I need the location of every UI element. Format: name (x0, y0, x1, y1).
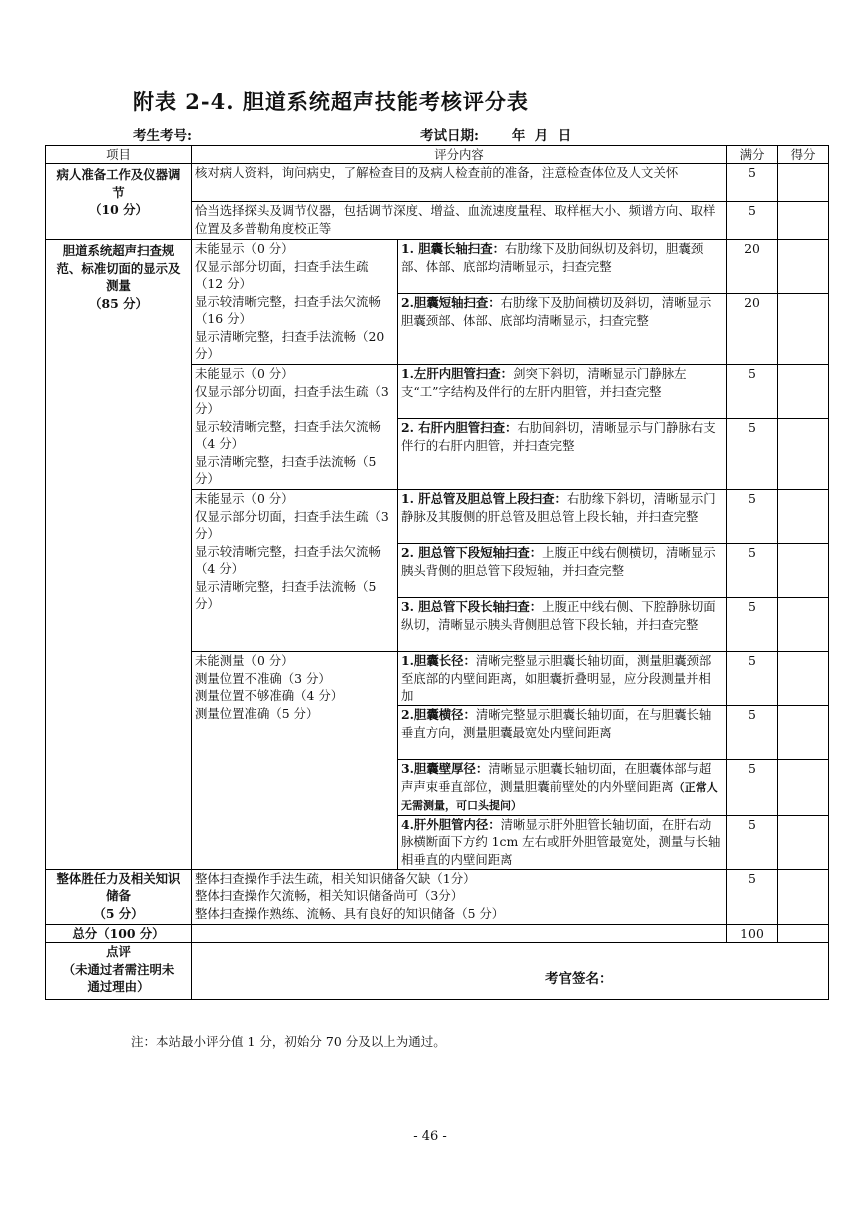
overall-levels (192, 869, 727, 924)
scan-item-desc: 右肋缘下斜切，清晰显示门静脉及其腹侧的肝总管及胆总管上段长轴，并扫查完整 (401, 491, 716, 524)
exam-date-line (420, 124, 571, 144)
scan-item-desc: 上腹正中线右侧、下腔静脉切面纵切，清晰显示胰头背侧胆总管下段长轴，并扫查完整 (401, 599, 716, 632)
level-item: 显示清晰完整，扫查手法流畅（5 分） (195, 453, 377, 486)
max-score: 20 (727, 294, 778, 365)
examiner-signature-label: 考官签名： (545, 971, 613, 987)
scan-item-name: 1. 胆囊长轴扫查： (401, 241, 505, 256)
level-item: 显示较清晰完整，扫查手法欠流畅（16 分） (195, 293, 381, 326)
scan-item-name: 2. 胆总管下段短轴扫查： (401, 545, 543, 560)
header-row (46, 146, 829, 164)
footnote: 注：本站最小评分值 1 分，初始分 70 分及以上为通过。 (131, 1034, 446, 1049)
total-score-cell[interactable] (778, 924, 829, 943)
scan-category-title: 胆道系统超声扫查规范、标准切面的显示及测量 (56, 243, 181, 293)
scan-item (398, 760, 727, 816)
prep-category (46, 164, 192, 240)
header-item: 项目 (46, 146, 192, 164)
scan-item-desc: 右肋间斜切，清晰显示与门静脉右支伴行的右肝内胆管，并扫查完整 (401, 420, 716, 453)
scan-item-desc: 右肋缘下及肋间横切及斜切，清晰显示胆囊颈部、体部、底部均清晰显示，扫查完整 (401, 295, 712, 328)
scan-item-name: 3. 胆总管下段长轴扫查： (401, 599, 543, 614)
score-cell[interactable] (778, 869, 829, 924)
level-list (192, 652, 398, 870)
page-number: - 46 - (413, 1129, 447, 1144)
level-item: 显示较清晰完整，扫查手法欠流畅（4 分） (195, 543, 381, 576)
scan-item-name: 1.胆囊长径： (401, 653, 476, 668)
year-label: 年 (511, 128, 526, 144)
total-row (46, 924, 829, 943)
max-score: 5 (727, 490, 778, 544)
scan-item-desc: 清晰完整显示胆囊长轴切面，测量胆囊颈部至底部的内壁间距离，如胆囊折叠明显，应分段测量并相加 (401, 653, 712, 703)
max-score: 5 (727, 652, 778, 706)
max-score: 5 (727, 598, 778, 652)
max-score: 5 (727, 164, 778, 202)
scan-row (46, 240, 829, 294)
scan-item-desc: 清晰完整显示胆囊长轴切面，在与胆囊长轴垂直方向，测量胆囊最宽处内壁间距离 (401, 707, 712, 740)
scan-item (398, 544, 727, 598)
scan-item (398, 652, 727, 706)
level-item: 仅显示部分切面，扫查手法生疏（3 分） (195, 508, 389, 541)
score-cell[interactable] (778, 815, 829, 869)
score-table (45, 145, 829, 1000)
total-label: 总分（100 分） (46, 924, 192, 943)
day-label: 日 (557, 128, 572, 144)
level-item: 测量位置不准确（3 分） (195, 670, 331, 686)
max-score: 5 (727, 760, 778, 816)
max-score: 5 (727, 202, 778, 240)
header-max: 满分 (727, 146, 778, 164)
overall-row (46, 869, 829, 924)
scan-item-name: 3.胆囊壁厚径： (401, 761, 489, 776)
level-list (192, 365, 398, 490)
score-cell[interactable] (778, 598, 829, 652)
score-cell[interactable] (778, 164, 829, 202)
level-item: 仅显示部分切面，扫查手法生疏（3 分） (195, 383, 389, 416)
scan-item-desc: 清晰显示肝外胆管长轴切面，在肝右动脉横断面下方约 1cm 左右或肝外胆管最宽处，测量与长轴相垂直的内壁间距离 (401, 816, 721, 867)
total-empty (192, 924, 727, 943)
score-cell[interactable] (778, 490, 829, 544)
level-item: 未能测量（0 分） (195, 653, 294, 668)
score-cell[interactable] (778, 544, 829, 598)
score-cell[interactable] (778, 365, 829, 419)
scan-item-name: 2.胆囊短轴扫查： (401, 295, 501, 310)
prep-row-1 (46, 164, 829, 202)
level-item: 仅显示部分切面，扫查手法生疏（12 分） (195, 258, 369, 291)
comment-area[interactable] (192, 943, 829, 1000)
overall-level-item: 整体扫查操作熟练、流畅、具有良好的知识储备（5 分） (195, 905, 505, 921)
exam-date-label: 考试日期: (420, 128, 479, 144)
score-cell[interactable] (778, 294, 829, 365)
level-item: 未能显示（0 分） (195, 491, 294, 506)
score-cell[interactable] (778, 706, 829, 760)
scan-item-desc: 上腹正中线右侧横切，清晰显示胰头背侧的胆总管下段短轴，并扫查完整 (401, 545, 716, 578)
overall-category-title: 整体胜任力及相关知识储备 (56, 870, 181, 903)
scan-category (46, 240, 192, 870)
scan-item (398, 419, 727, 490)
overall-level-item: 整体扫查操作欠流畅，相关知识储备尚可（3分） (195, 888, 464, 903)
level-list (192, 240, 398, 365)
total-max: 100 (727, 924, 778, 943)
max-score: 5 (727, 365, 778, 419)
scan-item-desc: 右肋缘下及肋间纵切及斜切，胆囊颈部、体部、底部均清晰显示，扫查完整 (401, 241, 704, 274)
scan-item (398, 240, 727, 294)
prep-category-title: 病人准备工作及仪器调节 (56, 167, 181, 200)
score-cell[interactable] (778, 202, 829, 240)
scan-item-remark: （正常人无需测量，可口头提问） (401, 780, 718, 812)
max-score: 5 (727, 419, 778, 490)
prep-item-text: 核对病人资料，询问病史，了解检查目的及病人检查前的准备，注意检查体位及人文关怀 (192, 164, 727, 202)
scan-item (398, 490, 727, 544)
level-item: 显示较清晰完整，扫查手法欠流畅（4 分） (195, 418, 381, 451)
max-score: 20 (727, 240, 778, 294)
scan-item-name: 2. 右肝内胆管扫查： (401, 420, 518, 435)
page-title: 附表 2-4. 胆道系统超声技能考核评分表 (133, 89, 529, 114)
prep-item-text: 恰当选择探头及调节仪器，包括调节深度、增益、血流速度量程、取样框大小、频谱方向、取样位置及多普勒角度校正等 (192, 202, 727, 240)
level-item: 测量位置不够准确（4 分） (195, 688, 344, 703)
scan-item (398, 706, 727, 760)
scan-item-name: 1. 肝总管及胆总管上段扫查： (401, 491, 567, 506)
max-score: 5 (727, 815, 778, 869)
level-item: 显示清晰完整，扫查手法流畅（20 分） (195, 328, 385, 361)
comment-subtitle: （未通过者需注明未通过理由） (62, 961, 175, 994)
comment-label (46, 943, 192, 1000)
level-item: 测量位置准确（5 分） (195, 705, 319, 721)
level-item: 未能显示（0 分） (195, 366, 294, 381)
max-score: 5 (727, 706, 778, 760)
scan-item-name: 4.肝外胆管内径： (401, 816, 501, 832)
comment-row (46, 943, 829, 1000)
scan-item (398, 598, 727, 652)
level-list (192, 490, 398, 652)
level-item: 显示清晰完整，扫查手法流畅（5 分） (195, 578, 377, 611)
exam-number-label: 考生考号: (133, 128, 192, 144)
comment-title: 点评 (106, 944, 131, 959)
scan-item-name: 2.胆囊横径： (401, 707, 476, 722)
overall-category (46, 869, 192, 924)
overall-category-points: （5 分） (93, 905, 144, 921)
level-item: 未能显示（0 分） (195, 241, 294, 256)
header-score: 得分 (778, 146, 829, 164)
score-cell[interactable] (778, 240, 829, 294)
score-cell[interactable] (778, 760, 829, 816)
scan-item-name: 1.左肝内胆管扫查： (401, 366, 514, 381)
scan-item (398, 294, 727, 365)
scan-item-desc: 剑突下斜切，清晰显示门静脉左支“工”字结构及伴行的左肝内胆管，并扫查完整 (401, 366, 687, 399)
scan-category-points: （85 分） (89, 295, 148, 311)
max-score: 5 (727, 869, 778, 924)
header-content: 评分内容 (192, 146, 727, 164)
overall-level-item: 整体扫查操作手法生疏，相关知识储备欠缺（1分） (195, 870, 476, 886)
score-cell[interactable] (778, 419, 829, 490)
prep-category-points: （10 分） (89, 202, 148, 217)
month-label: 月 (534, 128, 549, 144)
scan-item-desc: 清晰显示胆囊长轴切面，在胆囊体部与超声声束垂直部位，测量胆囊前壁处的内外壁间距离 (401, 761, 712, 794)
scan-item (398, 815, 727, 869)
scan-item (398, 365, 727, 419)
max-score: 5 (727, 544, 778, 598)
score-cell[interactable] (778, 652, 829, 706)
